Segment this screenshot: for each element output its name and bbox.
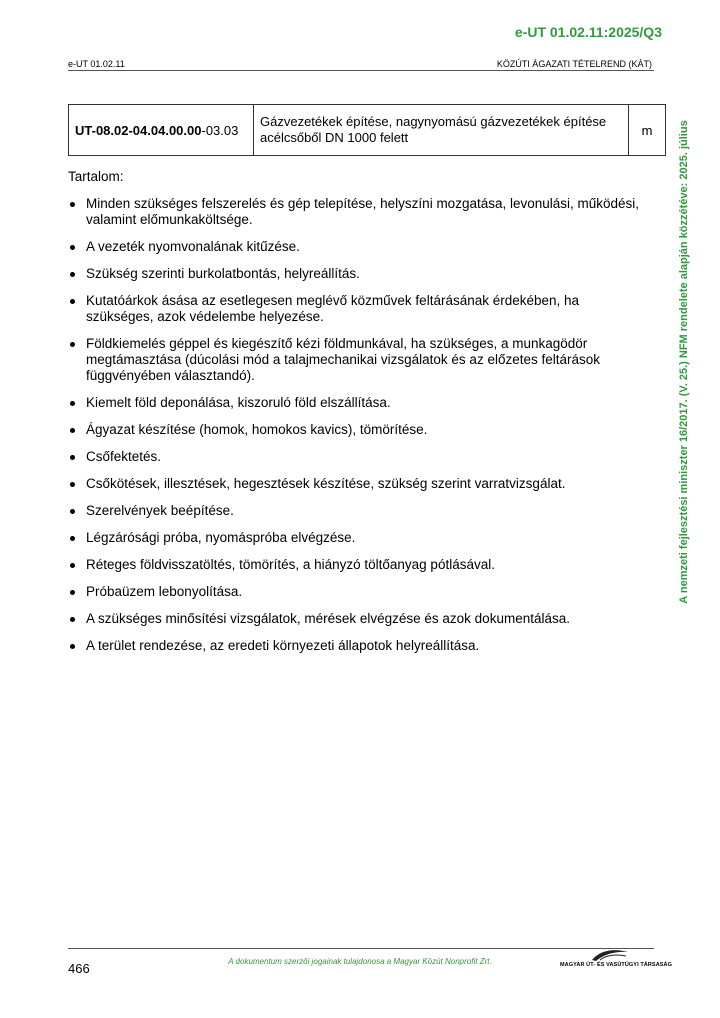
list-item-text: Próbaüzem lebonyolítása. [86, 584, 243, 599]
logo-swoosh-icon [590, 948, 630, 962]
logo-text: MAGYAR ÚT- ÉS VASÚTÜGYI TÁRSASÁG [560, 962, 672, 968]
item-code-cell [69, 105, 254, 156]
list-item [68, 395, 648, 411]
side-note-text: A nemzeti fejlesztési miniszter 16/2017. (V. 25.) NFM rendelete alapján közzétéve: 2025. július [678, 120, 690, 604]
item-code-suffix: -03.03 [201, 122, 239, 138]
bullet-icon [70, 563, 75, 568]
list-item [68, 422, 648, 438]
item-unit: m [629, 105, 666, 156]
list-item-text: Földkiemelés géppel és kiegészítő kézi földmunkával, ha szükséges, a munkagödör megtámasztása (dúcolási mód a talajmechanikai vizsgálatok és az előzetes feltárások függvényében választandó). [86, 336, 601, 383]
header-left-text: e-UT 01.02.11 [68, 59, 125, 69]
list-item [68, 503, 648, 519]
list-item [68, 239, 648, 255]
copyright-notice: A dokumentum szerzői jogainak tulajdonosa a Magyar Közút Nonprofit Zrt. [228, 957, 492, 966]
bullet-icon [70, 536, 75, 541]
item-row [69, 105, 666, 156]
list-item [68, 638, 648, 654]
item-code: UT-08.02-04.04.00.00 [75, 122, 202, 138]
list-item-text: Minden szükséges felszerelés és gép telepítése, helyszíni mozgatása, levonulási, működési, valamint előmunkaköltsége. [86, 196, 640, 227]
list-item [68, 196, 648, 228]
list-item [68, 557, 648, 573]
list-item-text: A vezeték nyomvonalának kitűzése. [86, 239, 300, 254]
bullet-icon [70, 644, 75, 649]
list-item-text: Légzárósági próba, nyomáspróba elvégzése. [86, 530, 356, 545]
page-number: 466 [68, 961, 90, 976]
header-divider [68, 70, 654, 71]
list-item-text: Kiemelt föld deponálása, kiszoruló föld elszállítása. [86, 395, 391, 410]
bullet-icon [70, 482, 75, 487]
bullet-icon [70, 428, 75, 433]
list-item [68, 476, 648, 492]
bullet-icon [70, 509, 75, 514]
list-item-text: Ágyazat készítése (homok, homokos kavics), tömörítése. [86, 422, 428, 437]
list-item-text: Csőkötések, illesztések, hegesztések készítése, szükség szerint varratvizsgálat. [86, 476, 566, 491]
list-item-text: Kutatóárkok ásása az esetlegesen meglévő közművek feltárásának érdekében, ha szükséges, azok védelembe helyezése. [86, 293, 580, 324]
publication-side-note [674, 92, 694, 632]
bullet-icon [70, 455, 75, 460]
document-code: e-UT 01.02.11:2025/Q3 [514, 24, 662, 40]
content-label: Tartalom: [68, 169, 124, 184]
list-item-text: Szükség szerinti burkolatbontás, helyreállítás. [86, 266, 360, 281]
company-logo [560, 948, 672, 970]
bullet-icon [70, 299, 75, 304]
bullet-icon [70, 245, 75, 250]
item-table [68, 104, 666, 156]
bullet-icon [70, 617, 75, 622]
bullet-icon [70, 590, 75, 595]
list-item [68, 293, 648, 325]
list-item-text: A terület rendezése, az eredeti környezeti állapotok helyreállítása. [86, 638, 480, 653]
item-description: Gázvezetékek építése, nagynyomású gázvezetékek építése acélcsőből DN 1000 felett [254, 105, 629, 156]
list-item [68, 530, 648, 546]
list-item [68, 449, 648, 465]
bullet-icon [70, 401, 75, 406]
list-item-text: A szükséges minősítési vizsgálatok, mérések elvégzése és azok dokumentálása. [86, 611, 570, 626]
list-item-text: Réteges földvisszatöltés, tömörítés, a hiányzó töltőanyag pótlásával. [86, 557, 495, 572]
list-item [68, 584, 648, 600]
list-item-text: Csőfektetés. [86, 449, 162, 464]
bullet-icon [70, 342, 75, 347]
list-item [68, 611, 648, 627]
header-right-text: KÖZÚTI ÁGAZATI TÉTELREND (KÁT) [496, 59, 652, 69]
list-item [68, 336, 648, 384]
list-item [68, 266, 648, 282]
content-list [68, 196, 648, 665]
list-item-text: Szerelvények beépítése. [86, 503, 234, 518]
bullet-icon [70, 272, 75, 277]
bullet-icon [70, 202, 75, 207]
